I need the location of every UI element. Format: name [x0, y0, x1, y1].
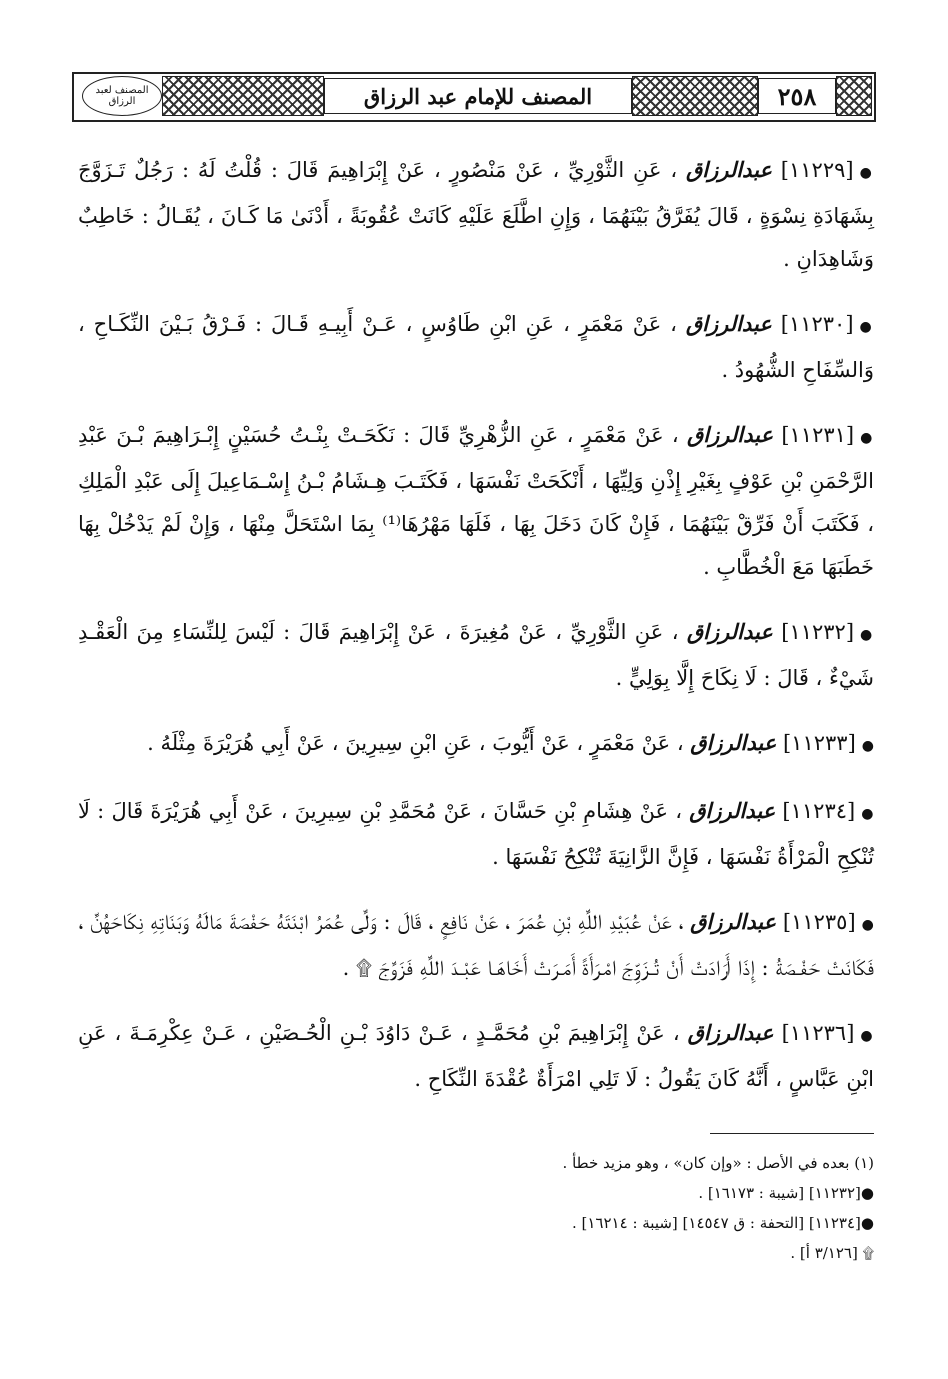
narrator: عبدالرزاق — [687, 422, 773, 447]
hadith-entry — [78, 148, 874, 281]
middle-ornament — [632, 76, 758, 116]
hadith-text: ، عَنْ هِشَامِ بْنِ حَسَّانَ ، عَنْ مُحَمَّدِ بْنِ سِيرِينَ ، عَنْ أَبِي هُرَيْرَةَ قَالَ : لَا تُنْكِحِ الْمَرْأَةُ نَفْسَهَا ، فَإِنَّ الزَّانِيَةَ تُنْكِحُ نَفْسَهَا . — [78, 799, 874, 869]
narrator: عبدالرزاق — [687, 1020, 774, 1045]
page-number — [758, 78, 836, 114]
bullet-icon: ● — [859, 319, 874, 335]
narrator: عبدالرزاق — [689, 798, 776, 823]
footnotes — [78, 1148, 874, 1268]
narrator: عبدالرزاق — [690, 730, 777, 755]
page-title-text: المصنف للإمام عبد الرزاق — [363, 83, 593, 109]
footnote: ●[١١٢٣٢] [شيبة : ١٦١٧٣] . — [698, 1184, 874, 1202]
book-seal-logo — [82, 76, 162, 116]
hadith-text: ، عَنْ مَعْمَرٍ ، عَنِ ابْنِ طَاوُسٍ ، عَـنْ أَبِيـهِ قَـالَ : فَـرْقُ بَـيْنَ النِّكَـاحِ ، وَالسِّفَاحِ الشُّهُودُ . — [78, 312, 874, 382]
hadith-entry — [78, 1011, 874, 1101]
page-title — [324, 78, 632, 114]
hadith-entry — [78, 721, 874, 768]
hadith-number: [١١٢٣٤] — [782, 799, 856, 823]
footnote: (١) بعده في الأصل : «وإن كان» ، وهو مزيد خطأ . — [562, 1154, 874, 1172]
footnote: ●[١١٢٣٤] [التحفة : ق ١٤٥٤٧] [شيبة : ١٦٢١٤] . — [571, 1214, 874, 1232]
bullet-icon: ● — [860, 627, 874, 643]
seal-text: المصنف لعبد الرزاق — [95, 85, 149, 107]
bullet-icon: ● — [861, 917, 874, 933]
hadith-number: [١١٢٣١] — [781, 423, 855, 447]
narrator: عبدالرزاق — [690, 909, 777, 934]
left-ornament — [162, 76, 324, 116]
hadith-entry — [78, 900, 874, 990]
footnote: ۩ [٣/١٢٦ أ] . — [790, 1244, 874, 1262]
hadith-text: ، عَنِ الثَّوْرِيِّ ، عَنْ مُغِيرَةَ ، عَنْ إِبْرَاهِيمَ قَالَ : لَيْسَ لِلنِّسَاءِ مِنَ الْعَقْـدِ شَيْءٌ ، قَالَ : لَا نِكَاحَ إِلَّا بِوَلِيٍّ . — [78, 620, 874, 690]
hadith-number: [١١٢٣٠] — [780, 312, 854, 336]
bullet-icon: ● — [859, 165, 874, 181]
hadith-number: [١١٢٣٦] — [781, 1021, 855, 1045]
page-header — [72, 72, 876, 122]
right-ornament — [836, 76, 872, 116]
main-text — [78, 148, 874, 1119]
hadith-entry — [78, 302, 874, 392]
footnote-separator — [710, 1133, 874, 1134]
hadith-number: [١١٢٣٥] — [782, 910, 856, 934]
hadith-entry — [78, 610, 874, 700]
hadith-text: ، عَنْ مَعْمَرٍ ، عَنِ الزُّهْرِيِّ قَالَ : نَكَحَـتْ بِنْـتُ حُسَيْنٍ إِبْـرَاهِيمَ بْـنَ عَبْدِ الرَّحْمَنِ بْنِ عَوْفٍ بِغَيْرِ إِذْنِ وَلِيِّهَا ، أَنْكَحَتْ نَفْسَهَا ، فَكَتَـبَ هِـشَامُ بْـنُ إِسْـمَاعِيلَ إِلَى عَبْدِ الْمَلِكِ ، فَكَتَبَ أَنْ فَرِّقْ بَيْنَهُمَا ، فَإِنْ كَانَ دَخَلَ بِهَا ، فَلَهَا مَهْرُهَا⁽¹⁾ بِمَا اسْتَحَلَّ مِنْهَا ، وَإِنْ لَمْ يَدْخُلْ بِهَا خَطَبَهَا مَعَ الْخُطَّابِ . — [78, 423, 874, 579]
hadith-number: [١١٢٢٩] — [780, 158, 854, 182]
hadith-text: ، عَنْ عُبَيْدِ اللَّهِ بْنِ عُمَرَ ، عَنْ نَافِعٍ ، قَالَ : وَلَّى عُمَرُ ابْنَتَهُ حَفْصَةَ مَالَهُ وَبَنَاتِهِ نِكَاحَهُنَّ ، فَكَانَتْ حَفْـصَةُ : إِذَا أَرَادَتْ أَنْ تُـزَوِّجَ امْـرَأَةً أَمَـرَتْ أَخَاهَـا عَبْـدَ اللَّهِ فَزَوَّجَ ۩ . — [78, 910, 874, 980]
hadith-number: [١١٢٣٢] — [781, 620, 855, 644]
narrator: عبدالرزاق — [686, 619, 773, 644]
hadith-entry — [78, 789, 874, 879]
bullet-icon: ● — [860, 1028, 874, 1044]
hadith-text: ، عَنْ إِبْرَاهِيمَ بْنِ مُحَمَّـدٍ ، عَـنْ دَاوُدَ بْـنِ الْحُـصَيْنِ ، عَـنْ عِكْرِمَـةَ ، عَنِ ابْنِ عَبَّاسٍ ، أَنَّهُ كَانَ يَقُولُ : لَا تَلِي امْرَأَةٌ عُقْدَةَ النِّكَاحِ . — [78, 1021, 874, 1091]
page-number-text: ٢٥٨ — [777, 81, 817, 111]
narrator: عبدالرزاق — [685, 157, 772, 182]
bullet-icon: ● — [861, 738, 874, 754]
hadith-entry — [78, 413, 874, 589]
hadith-text: ، عَنِ الثَّوْرِيِّ ، عَنْ مَنْصُورٍ ، عَنْ إِبْرَاهِيمَ قَالَ : قُلْتُ لَهُ : رَجُلٌ تَـزَوَّجَ بِشَهَادَةِ نِسْوَةٍ ، قَالَ يُفَرَّقُ بَيْنَهُمَا ، وَإِنِ اطَّلَعَ عَلَيْهِ كَانَتْ عُقُوبَةً ، أَدْنَىٰ مَا كَـانَ ، يُقَـالُ : خَاطِبٌ وَشَاهِدَانِ . — [78, 158, 874, 271]
hadith-text: ، عَنْ مَعْمَرٍ ، عَنْ أَيُّوبَ ، عَنِ ابْنِ سِيرِينَ ، عَنْ أَبِي هُرَيْرَةَ مِثْلَهُ . — [147, 731, 684, 755]
narrator: عبدالرزاق — [685, 311, 772, 336]
bullet-icon: ● — [860, 430, 874, 446]
hadith-number: [١١٢٣٣] — [782, 731, 856, 755]
bullet-icon: ● — [861, 806, 874, 822]
